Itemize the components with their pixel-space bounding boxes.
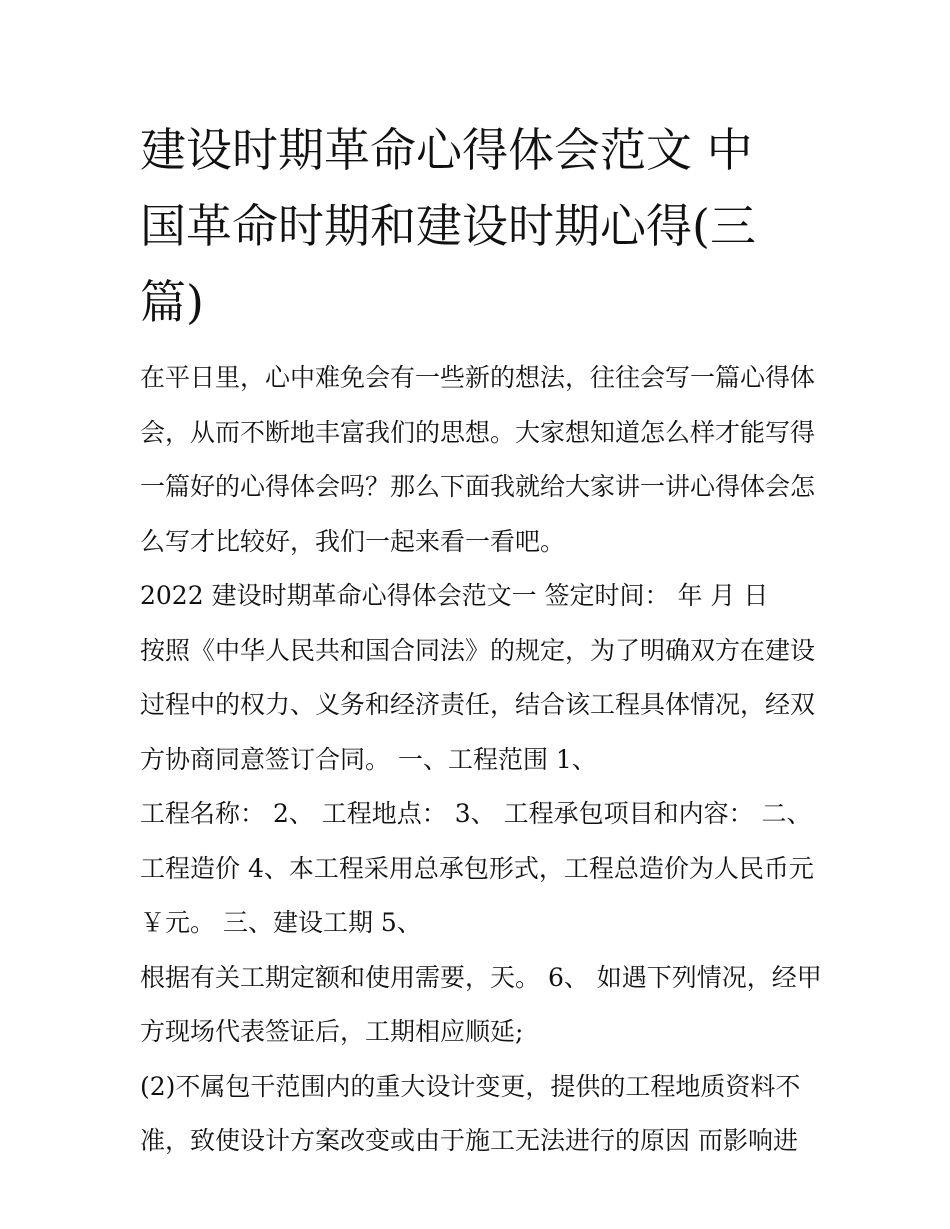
document-body xyxy=(140,351,820,1169)
body-line: 按照《中华人民共和国合同法》的规定，为了明确双方在建设 xyxy=(140,635,816,665)
body-line: 准，致使设计方案改变或由于施工无法进行的原因 而影响进 xyxy=(140,1126,798,1155)
body-line: 根据有关工期定额和使用需要，天。 6、 如遇下列情况，经甲 xyxy=(140,962,822,992)
title-line: 篇) xyxy=(140,275,204,329)
title-line: 国革命时期和建设时期心得(三 xyxy=(140,199,756,253)
title-line: 建设时期革命心得体会范文 中 xyxy=(140,123,753,177)
body-line: 工程造价 4、本工程采用总承包形式，工程总造价为人民币元 xyxy=(140,853,814,883)
body-line: 工程名称： 2、 工程地点： 3、 工程承包项目和内容： 二、 xyxy=(140,799,812,828)
body-line: 过程中的权力、义务和经济责任，结合该工程具体情况，经双 xyxy=(140,690,816,719)
body-line: 会，从而不断地丰富我们的思想。大家想知道怎么样才能写得 xyxy=(140,417,816,447)
body-line: 么写才比较好，我们一起来看一看吧。 xyxy=(140,526,566,556)
body-line: 2022 建设时期革命心得体会范文一 签定时间： 年 月 日 xyxy=(140,581,769,610)
body-line: 在平日里，心中难免会有一些新的想法，往往会写一篇心得体 xyxy=(140,363,816,392)
body-line: 方现场代表签证后，工期相应顺延; xyxy=(140,1017,524,1046)
body-line: 方协商同意签订合同。 一、工程范围 1、 xyxy=(140,744,597,774)
body-line: (2)不属包干范围内的重大设计变更，提供的工程地质资料不 xyxy=(140,1071,801,1101)
document-title xyxy=(140,112,820,340)
body-line: ￥元。 三、建设工期 5、 xyxy=(140,908,422,937)
body-line: 一篇好的心得体会吗？那么下面我就给大家讲一讲心得体会怎 xyxy=(140,472,816,501)
